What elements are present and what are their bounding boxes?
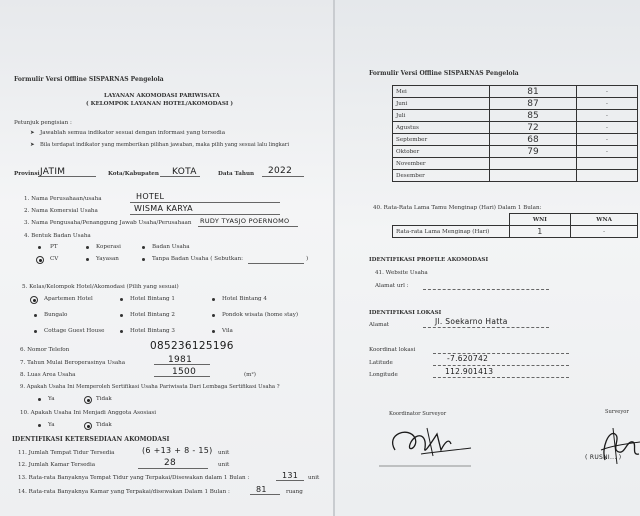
lat-value: -7.620742	[447, 354, 489, 363]
q13-unit: unit	[308, 475, 320, 481]
form-page-right	[335, 0, 640, 516]
q9-yes: Ya	[48, 396, 55, 402]
month-value-1: 72	[490, 122, 577, 134]
instructions-title: Petunjuk pengisian :	[14, 120, 72, 126]
form-title-right: Formulir Versi Offline SISPARNAS Pengelola	[369, 70, 519, 77]
address-field[interactable]	[423, 327, 549, 328]
month-value-1: 87	[490, 98, 577, 110]
month-name: Juni	[393, 98, 490, 110]
month-value-2: -	[577, 122, 638, 134]
option-koperasi: Koperasi	[96, 244, 121, 250]
year-value: 2022	[268, 166, 293, 176]
q40-label: 40. Rata-Rata Lama Tamu Menginap (Hari) Dalam 1 Bulan:	[373, 205, 542, 211]
section-ketersediaan: IDENTIFIKASI KETERSEDIAAN AKOMODASI	[12, 436, 170, 443]
q10-label: 10. Apakah Usaha Ini Menjadi Anggota Asosiasi	[20, 410, 157, 416]
q13-underline	[276, 480, 304, 481]
month-value-1: 68	[490, 134, 577, 146]
url-field[interactable]	[423, 289, 549, 290]
q14-underline	[250, 494, 280, 495]
month-row	[393, 86, 638, 98]
heading-layanan: LAYANAN AKOMODASI PARIWISATA	[104, 93, 220, 99]
bullet-icon	[212, 298, 215, 301]
month-value-2: -	[577, 110, 638, 122]
option-cottage: Cottage Guest House	[44, 328, 105, 334]
lon-field[interactable]	[433, 377, 569, 378]
bullet-icon	[86, 246, 89, 249]
address-value: Jl. Soekarno Hatta	[435, 317, 508, 326]
section-profile: IDENTIFIKASI PROFILE AKOMODASI	[369, 257, 489, 263]
q2-value: WISMA KARYA	[134, 204, 193, 213]
option-bintang-3: Hotel Bintang 3	[130, 328, 175, 334]
month-value-2: -	[577, 146, 638, 158]
q7-label: 7. Tahun Mulai Beroperasinya Usaha	[20, 360, 126, 366]
month-name: Agustus	[393, 122, 490, 134]
option-vila: Vila	[222, 328, 233, 334]
q10-no: Tidak	[96, 422, 112, 428]
q3-label: 3. Nama Pengusaha/Penanggung Jawab Usaha/Perusahaan	[24, 220, 192, 226]
option-tanpa-underline	[248, 263, 304, 264]
instruction-arrow-icon: ➤	[30, 142, 35, 148]
option-bintang-1: Hotel Bintang 1	[130, 296, 175, 302]
option-pondok-wisata: Pondok wisata (home stay)	[222, 312, 299, 318]
month-value-2	[577, 170, 638, 182]
lat-field[interactable]	[433, 365, 569, 366]
q14-unit: ruang	[286, 489, 303, 495]
option-apartemen-selected-radio[interactable]	[30, 296, 38, 304]
instruction-arrow-icon: ➤	[30, 130, 35, 136]
month-row	[393, 98, 638, 110]
option-badan-usaha: Badan Usaha	[152, 244, 190, 250]
q1-underline	[130, 202, 280, 203]
option-cv-selected-radio[interactable]	[36, 256, 44, 264]
stay-wna: -	[571, 226, 638, 238]
month-name: November	[393, 158, 490, 170]
bullet-icon	[38, 398, 41, 401]
year-underline	[262, 176, 304, 177]
month-name: Mei	[393, 86, 490, 98]
lon-label: Longitude	[369, 372, 398, 378]
q11-label: 11. Jumlah Tempat Tidur Tersedia	[18, 450, 115, 456]
bullet-icon	[34, 330, 37, 333]
bullet-icon	[120, 298, 123, 301]
bullet-icon	[38, 424, 41, 427]
instruction-2: Bila terdapat indikator yang memberikan pilihan jawaban, maka pilih yang sesuai lalu lingkari	[40, 142, 290, 148]
city-underline	[160, 176, 200, 177]
instruction-1: Jawablah semua indikator sesuai dengan informasi yang tersedia	[40, 130, 226, 136]
q7-underline	[154, 364, 210, 365]
q3-underline	[198, 226, 298, 227]
q12-label: 12. Jumlah Kamar Tersedia	[18, 462, 96, 468]
option-bintang-2: Hotel Bintang 2	[130, 312, 175, 318]
month-value-2: -	[577, 134, 638, 146]
month-value-2: -	[577, 86, 638, 98]
q6-value: 085236125196	[150, 340, 234, 352]
option-tanpa-badan: Tanpa Badan Usaha ( Sebutkan:	[152, 256, 244, 262]
option-tanpa-close: )	[306, 256, 309, 262]
heading-kelompok: ( KELOMPOK LAYANAN HOTEL/AKOMODASI )	[86, 101, 234, 107]
q7-value: 1981	[168, 355, 193, 365]
month-row	[393, 110, 638, 122]
q10-yes: Ya	[48, 422, 55, 428]
q2-label: 2. Nama Komersial Usaha	[24, 208, 98, 214]
bullet-icon	[142, 246, 145, 249]
monthly-occupancy-table	[392, 85, 638, 182]
coordinator-signature	[375, 420, 475, 470]
q12-unit: unit	[218, 462, 230, 468]
q14-value: 81	[256, 485, 267, 494]
q4-label: 4. Bentuk Badan Usaha	[24, 233, 91, 239]
table-corner	[393, 214, 510, 226]
month-value-1: 85	[490, 110, 577, 122]
stay-wni: 1	[509, 226, 571, 238]
lon-value: 112.901413	[445, 367, 494, 376]
year-label: Data Tahun	[218, 171, 255, 177]
option-bungalo: Bungalo	[44, 312, 68, 318]
bullet-icon	[142, 258, 145, 261]
bullet-icon	[212, 330, 215, 333]
province-label: Provinsi	[14, 171, 40, 177]
col-wni: WNI	[509, 214, 571, 226]
surveyor-name: ( RUSNI... )	[585, 454, 622, 461]
q10-no-selected-radio[interactable]	[84, 422, 92, 430]
month-row	[393, 122, 638, 134]
bullet-icon	[86, 258, 89, 261]
city-value: KOTA	[172, 167, 197, 177]
lat-label: Latitude	[369, 360, 393, 366]
q5-label: 5. Kelas/Kelompok Hotel/Akomodasi (Pilih yang sesuai)	[22, 284, 179, 290]
city-label: Kota/Kabupaten	[108, 171, 159, 177]
month-row	[393, 158, 638, 170]
bullet-icon	[212, 314, 215, 317]
month-value-2	[577, 158, 638, 170]
q6-label: 6. Nomor Telefon	[20, 347, 70, 353]
month-name: September	[393, 134, 490, 146]
q9-no: Tidak	[96, 396, 112, 402]
bullet-icon	[38, 246, 41, 249]
q13-value: 131	[282, 471, 299, 480]
coordinator-label: Koordinator Surveyor	[389, 411, 447, 417]
q8-unit: (m²)	[244, 372, 256, 378]
province-value: JATIM	[40, 167, 66, 177]
q1-label: 1. Nama Perusahaan/usaha	[24, 196, 102, 202]
address-label: Alamat	[369, 322, 390, 328]
q14-label: 14. Rata-rata Banyaknya Kamar yang Terpakai/disewakan Dalam 1 Bulan :	[18, 489, 230, 495]
month-value-2: -	[577, 98, 638, 110]
month-row	[393, 134, 638, 146]
month-row	[393, 170, 638, 182]
section-lokasi: IDENTIFIKASI LOKASI	[369, 310, 442, 316]
month-value-1: 81	[490, 86, 577, 98]
option-cv: CV	[50, 256, 59, 262]
q8-underline	[154, 376, 210, 377]
q9-label: 9. Apakah Usaha Ini Memperoleh Sertifikasi Usaha Pariwisata Dari Lembaga Sertifikasi Usaha ?	[20, 384, 280, 390]
month-value-1	[490, 158, 577, 170]
q3-value: RUDY TYASJO POERNOMO	[200, 217, 290, 225]
q12-value: 28	[164, 458, 177, 468]
q2-underline	[130, 214, 280, 215]
form-title: Formulir Versi Offline SISPARNAS Pengelola	[14, 76, 164, 83]
bullet-icon	[120, 330, 123, 333]
bullet-icon	[34, 314, 37, 317]
bullet-icon	[120, 314, 123, 317]
q9-no-selected-radio[interactable]	[84, 396, 92, 404]
option-bintang-4: Hotel Bintang 4	[222, 296, 267, 302]
url-label: Alamat url :	[375, 283, 409, 289]
month-name: Juli	[393, 110, 490, 122]
option-pt: PT	[50, 244, 58, 250]
province-underline	[38, 176, 96, 177]
q12-underline	[138, 468, 208, 469]
q1-value: HOTEL	[136, 192, 165, 201]
q11-unit: unit	[218, 450, 230, 456]
option-yayasan: Yayasan	[96, 256, 119, 262]
col-wna: WNA	[571, 214, 638, 226]
month-value-1	[490, 170, 577, 182]
coord-label: Koordinat lokasi	[369, 347, 416, 353]
length-of-stay-table	[392, 213, 638, 238]
q13-label: 13. Rata-rata Banyaknya Tempat Tidur yang Terpakai/Disewakan dalam 1 Bulan :	[18, 475, 250, 481]
q41-label: 41. Website Usaha	[375, 270, 428, 276]
option-apartemen: Apartemen Hotel	[44, 296, 93, 302]
surveyor-label: Surveyor	[605, 409, 629, 415]
stay-row-label: Rata-rata Lama Menginap (Hari)	[393, 226, 510, 238]
q8-value: 1500	[172, 367, 197, 377]
month-value-1: 79	[490, 146, 577, 158]
month-name: Desember	[393, 170, 490, 182]
q11-value: (6 +13 + 8 - 15)	[142, 446, 213, 455]
month-row	[393, 146, 638, 158]
q8-label: 8. Luas Area Usaha	[20, 372, 76, 378]
month-name: Oktober	[393, 146, 490, 158]
